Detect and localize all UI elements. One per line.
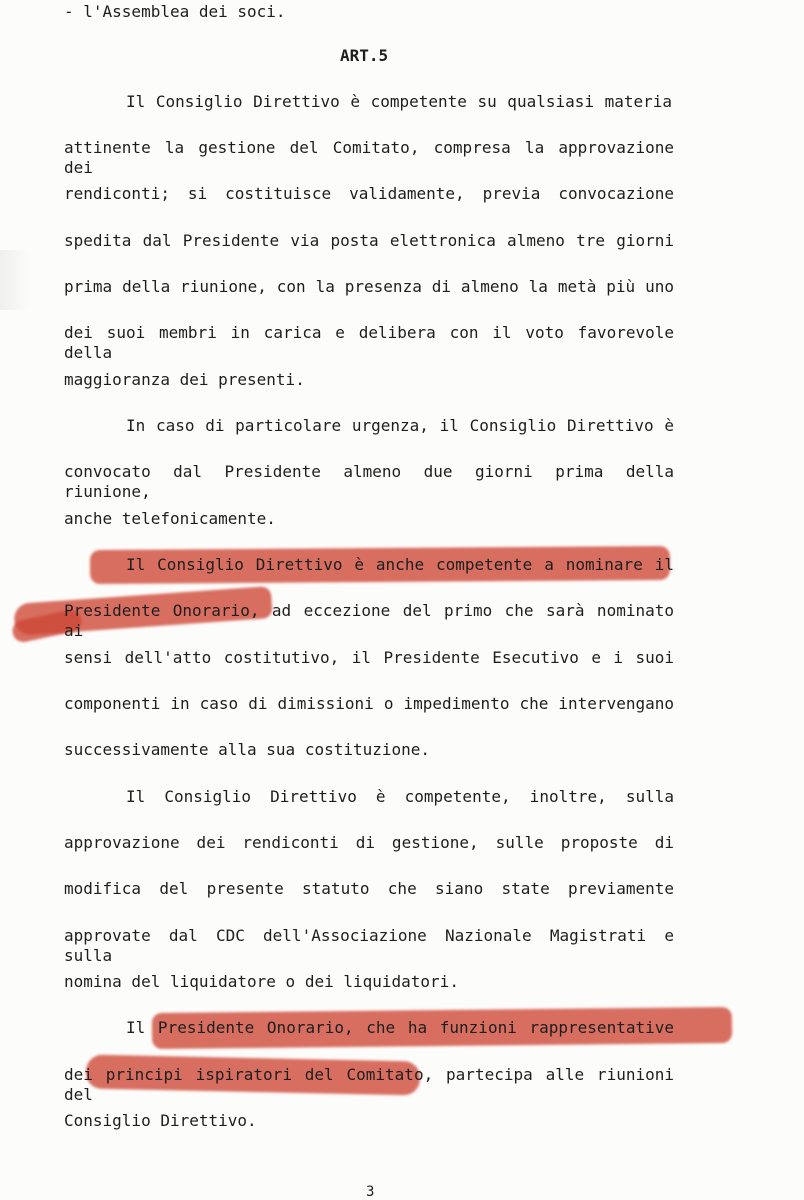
article-title: ART.5 — [340, 46, 389, 65]
text-line: sensi dell'atto costitutivo, il Presidente Esecutivo e i suoi — [64, 648, 674, 667]
text-line: In caso di particolare urgenza, il Consiglio Direttivo è — [126, 416, 674, 435]
text-line: convocato dal Presidente almeno due giorni prima della riunione, — [64, 462, 674, 501]
text-line: approvazione dei rendiconti di gestione, sulle proposte di — [64, 833, 674, 852]
text-line: spedita dal Presidente via posta elettronica almeno tre giorni — [64, 231, 674, 250]
scan-shadow — [0, 250, 30, 310]
text-line: Presidente Onorario, ad eccezione del primo che sarà nominato ai — [64, 601, 674, 640]
text-line: modifica del presente statuto che siano state previamente — [64, 879, 674, 898]
text-line: dei principi ispiratori del Comitato, partecipa alle riunioni del — [64, 1065, 674, 1104]
top-line: - l'Assemblea dei soci. — [64, 2, 286, 21]
text-line: rendiconti; si costituisce validamente, previa convocazione — [64, 184, 674, 203]
text-line: componenti in caso di dimissioni o impedimento che intervengano — [64, 694, 674, 713]
text-line: dei suoi membri in carica e delibera con il voto favorevole della — [64, 323, 674, 362]
page-number: 3 — [366, 1184, 375, 1200]
text-line: approvate dal CDC dell'Associazione Nazionale Magistrati e sulla — [64, 926, 674, 965]
text-line: Il Consiglio Direttivo è competente, inoltre, sulla — [126, 787, 674, 806]
text-line: prima della riunione, con la presenza di almeno la metà più uno — [64, 277, 674, 296]
text-line: Consiglio Direttivo. — [64, 1111, 257, 1130]
text-line: anche telefonicamente. — [64, 509, 276, 528]
text-line: Il Consiglio Direttivo è anche competente a nominare il — [126, 555, 674, 574]
text-line: nomina del liquidatore o dei liquidatori. — [64, 972, 459, 991]
text-line: Il Presidente Onorario, che ha funzioni rappresentative — [126, 1018, 674, 1037]
text-line: Il Consiglio Direttivo è competente su qualsiasi materia — [126, 92, 672, 111]
text-line: attinente la gestione del Comitato, compresa la approvazione dei — [64, 138, 674, 177]
text-line: successivamente alla sua costituzione. — [64, 740, 431, 759]
text-line: maggioranza dei presenti. — [64, 370, 305, 389]
